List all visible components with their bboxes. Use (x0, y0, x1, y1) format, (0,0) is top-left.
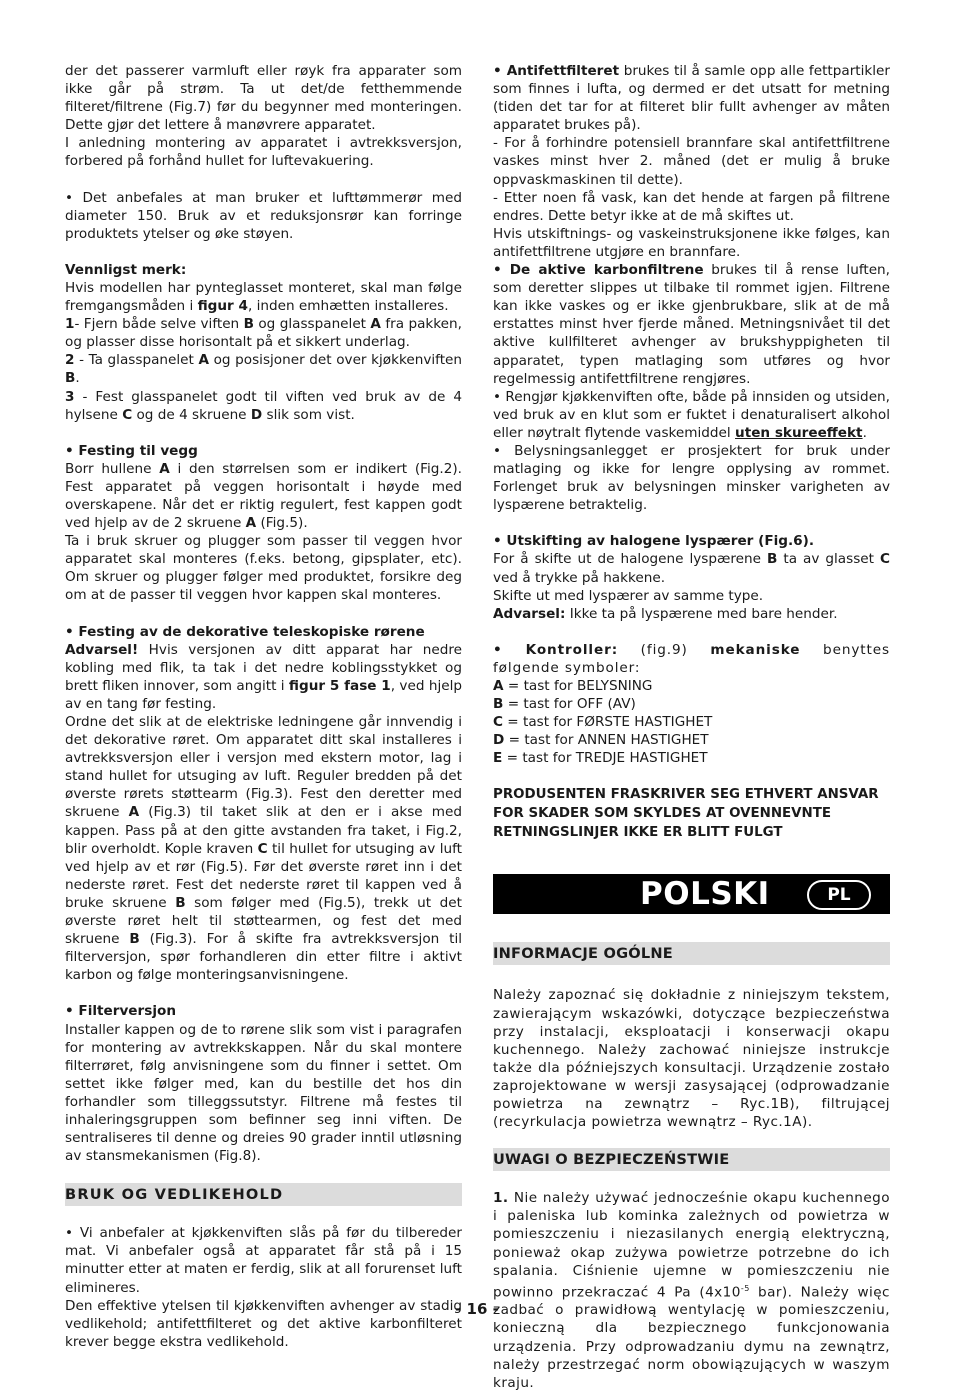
paragraph: Ta i bruk skruer og plugger som passer til veggen hvor apparatet skal monteres (f.eks. betong, gipsplater, etc). Om skruer og plugger følger med produktet, forsikre deg om at de passer til veggen hvor kappen skal monteres. (65, 533, 462, 604)
paragraph: I anledning montering av apparatet i avtrekksversjon, forbered på forhånd hullet for luftevakuering. (65, 135, 462, 170)
paragraph: • Belysningsanlegget er prosjektert for bruk under matlaging og ikke for lengre opplysing av rommet. Forlenget bruk av belysningen minsker varigheten av lyspærene betraktelig. (493, 442, 890, 514)
paragraph: 1. Nie należy używać jednocześnie okapu kuchennego i paleniska lub kominka zależnych od powietrza w pomieszczeniu i niezasilanych energią elektryczną, ponieważ okap zużywa powietrze potrzebne do ich spalania. Ciśnienie ujemne w pomieszczeniu nie powinno przekraczać 4 Pa ($4x10^{-5}$ bar). Należy więc zadbać o prawidłową wentylację w pomieszczeniu, konieczną dla bezpiecznego funkcjonowania urządzenia. Przy odprowadzaniu dymu na zewnątrz, należy przestrzegać norm obowiązujących w waszym kraju. (493, 1190, 890, 1391)
paragraph: Ordne det slik at de elektriske ledningene går innvendig i det dekorative røret. Om apparatet ditt skal installeres i avtrekksversjon eller i versjon med ekstern motor, lag i stand hullet for utsuging av luft. Reguler bredden på det øverste rørets støttearm (Fig.3). Fest den deretter med skruene A (Fig.3) til taket slik at den er i akse med kappen. Pass på at den gitte avstanden fra taket, i Fig.2, blir overholdt. Kople kraven C til hullet for utsuging av luft ved hjelp av et rør (Fig.5). Før det øverste røret inn i det nederste røret. Fest det nederste røret til kappen ved å bruke skruene B som følger med (Fig.5), trekk ut det øverste røret helt til støttearmen, og fest det med skruene B (Fig.3). For å skifte fra avtrekksversjon til filterversjon, spør forhandleren din etter filtre i aktivt karbon og følge monteringsanvisningene. (65, 714, 463, 984)
paragraph: • Det anbefales at man bruker et lufttømmerør med diameter 150. Bruk av et reduksjonsrør kan forringe produktets ytelser og øke støyen. (65, 189, 462, 242)
paragraph: • Kontroller: (fig.9) mekaniske benyttes følgende symboler: (493, 641, 891, 676)
subheading: • Utskifting av halogene lyspærer (Fig.6). (493, 533, 814, 550)
note-heading: Vennligst merk: (65, 261, 187, 278)
subheading: • Filterversjon (65, 1003, 177, 1020)
step-3: 3 - Fest glasspanelet godt til viften ved bruk av de 4 hylsene C og de 4 skruene D slik som vist. (65, 388, 462, 423)
language-title: POLSKI (640, 876, 770, 913)
section-heading-bruk: BRUK OG VEDLIKEHOLD (65, 1183, 462, 1206)
paragraph: • Rengjør kjøkkenviften ofte, både på innsiden og utsiden, ved bruk av en klut som er fuktet i denaturalisert alkohol eller nøytralt flytende vaskemiddel uten skureeffekt. (493, 388, 890, 441)
left-column (65, 62, 462, 1351)
section-heading-safety: UWAGI O BEZPIECZEŃSTWIE (493, 1148, 890, 1171)
paragraph: • De aktive karbonfiltrene brukes til å rense luften, som deretter slippes ut tilbake til rommet igjen. Filtrene kan ikke vaskes og er ikke gjenbrukbare, slik at de må erstattes minst hver fjerde måned. Metningsnivået til det aktive kullfilteret avhenger av brukshyppigheten til apparatet, typen matlaging som utføres og hvor regelmessig antifettfiltrene rengjøres. (493, 262, 890, 387)
disclaimer: PRODUSENTEN FRASKRIVER SEG ETHVERT ANSVAR FOR SKADER SOM SKYLDES AT OVENNEVNTE RETNINGSLINJER IKKE ER BLITT FULGT (493, 787, 879, 841)
paragraph: Installer kappen og de to rørene slik som vist i paragrafen for montering av avtrekkskappen. Når du skal montere filterrøret, følg anvisningene som du finner i settet. Om settet ikke følger med, kan du bestille det hos din forhandler som tilleggssutstyr. Filtrene må festes til inhaleringsgruppen som befinner seg inni viften. De sentraliseres til denne og dreies 90 grader inntil utløsning av stansmekanismen (Fig.8). (65, 1021, 462, 1165)
language-code-badge: PL (807, 880, 871, 910)
paragraph: Den effektive ytelsen til kjøkkenviften avhenger av stadig vedlikehold; antifettfilteret og det aktive karbonfilteret krever begge ekstra vedlikehold. (65, 1297, 462, 1350)
paragraph: For å skifte ut de halogene lyspærene B ta av glasset C ved å trykke på hakkene. (493, 551, 890, 586)
control-item: B = tast for OFF (AV) (493, 696, 636, 713)
paragraph: - Etter noen få vask, kan det hende at fargen på filtrene endres. Dette betyr ikke at de må skiftes ut. (493, 189, 890, 224)
language-banner (493, 874, 890, 914)
paragraph: - For å forhindre potensiell brannfare skal antifettfiltrene vaskes minst hver 2. måned (det er mulig å bruke oppvaskmaskinen til dette). (493, 135, 890, 188)
right-column (493, 62, 890, 1392)
subheading: • Festing til vegg (65, 442, 198, 459)
paragraph: Advarsel: Ikke ta på lyspærene med bare hender. (493, 605, 838, 622)
paragraph: der det passerer varmluft eller røyk fra apparater som ikke går på strøm. Ta ut det/de fetthemmende filteret/filtrene (Fig.7) før du begynner med monteringen. Dette gjør det lettere å manøvrere apparatet. (65, 63, 462, 134)
paragraph: Hvis utskiftnings- og vaskeinstruksjonene ikke følges, kan antifettfiltrene utgjøre en brannfare. (493, 225, 890, 260)
control-item: D = tast for ANNEN HASTIGHET (493, 732, 709, 749)
subheading: • Festing av de dekorative teleskopiske rørene (65, 623, 425, 640)
paragraph: Hvis modellen har pynteglasset monteret, skal man følge fremgangsmåden i figur 4, inden emhætten installeres. (65, 279, 462, 315)
paragraph: Należy zapoznać się dokładnie z niniejszym tekstem, zawierającym wskazówki, dotyczące bezpieczeństwa przy instalacji, eksploatacji i konserwacji okapu kuchennego. Należy zachować niniejsze instrukcje także dla późniejszych konsultacji. Urządzenie zostało zaprojektowane w wersji zasysającej (odprowadzanie powietrza na zewnątrz – Ryc.1B), filtrującej (recyrkulacja powietrza wewnątrz – Ryc.1A). (493, 987, 890, 1131)
paragraph: • Antifettfilteret brukes til å samle opp alle fettpartikler som finnes i lufta, og dermed er det utsatt for metning (tiden det tar for at filteret blir fullt avhenger av måten apparatet brukes på). (493, 63, 890, 134)
step-1: 1- Fjern både selve viften B og glasspanelet A fra pakken, og plasser disse horisontalt på et sikkert underlag. (65, 316, 462, 351)
paragraph: Skifte ut med lyspærer av samme type. (493, 587, 764, 604)
paragraph: Advarsel! Hvis versjonen av ditt apparat har nedre kobling med flik, ta tak i det nedre koblingsstykket og brett fliken innover, som angitt i figur 5 fase 1, ved hjelp av en tang før festing. (65, 641, 462, 712)
control-item: C = tast for FØRSTE HASTIGHET (493, 714, 713, 731)
paragraph: Borr hullene A i den størrelsen som er indikert (Fig.2). Fest apparatet på veggen horisontalt i høyde med overskapene. Når det er riktig regulert, fest kappen godt ved hjelp av de 2 skruene A (Fig.5). (65, 460, 462, 532)
page-number: - 16 - (455, 1300, 499, 1318)
control-item: A = tast for BELYSNING (493, 678, 653, 694)
paragraph: • Vi anbefaler at kjøkkenviften slås på før du tilbereder mat. Vi anbefaler også at apparatet får stå på i 15 minutter etter at maten er ferdig, slik at all forurenset luft elimineres. (65, 1225, 462, 1296)
section-heading-info: INFORMACJE OGÓLNE (493, 942, 890, 965)
step-2: 2 - Ta glasspanelet A og posisjoner det over kjøkkenviften B. (65, 352, 462, 387)
control-item: E = tast for TREDJE HASTIGHET (493, 750, 708, 767)
